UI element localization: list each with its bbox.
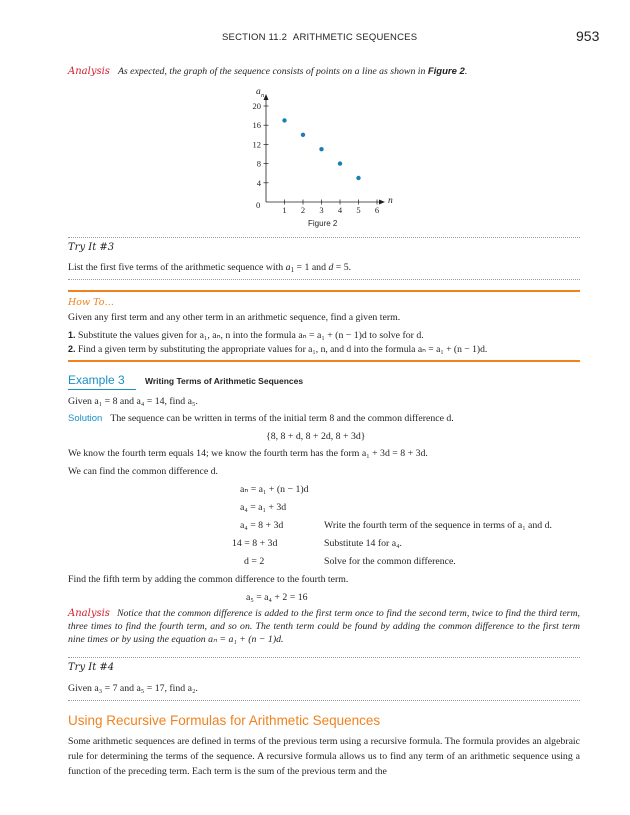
y-tick-label: 20 [252,101,261,111]
step-2-number: 2. [68,344,76,354]
step-1-number: 1. [68,330,76,340]
page-number: 953 [576,28,600,44]
example-label: Example 3 [68,373,125,387]
x-tick-label: 5 [356,205,361,215]
y-axis-label: a [256,87,261,97]
try-it-3-a: a [285,262,291,273]
equation: a₄ = a₁ + 3d [240,502,287,513]
figure-caption: Figure 2 [308,219,338,228]
equation: a₄ = 8 + 3d [240,520,284,531]
equation-note: Write the fourth term of the sequence in terms of a₁ and d. [324,520,552,531]
set-expression: {8, 8 + d, 8 + 2d, 8 + 3d} [266,431,366,442]
data-point [282,118,286,122]
how-to-intro: Given any first term and any other term in an arithmetic sequence, find a given term. [68,312,401,323]
running-header [222,32,417,43]
solution-text: The sequence can be written in terms of the initial term 8 and the common difference d. [110,413,454,424]
step-1-text: Substitute the values given for a₁, aₙ, n into the formula aₙ = a₁ + (n − 1)d to solve for d. [77,330,424,341]
data-point [338,161,342,165]
analysis-period: . [464,66,468,77]
section-heading: Using Recursive Formulas for Arithmetic Sequences [68,713,381,728]
y-axis-label-sub: n [261,92,265,99]
find-d-text: We can find the common difference d. [68,466,219,477]
x-tick-label: 1 [282,205,287,215]
try-it-4-label: Try It #4 [68,662,115,673]
chart-ticks [253,101,380,215]
equation: d = 2 [244,556,265,567]
x-tick-label: 2 [300,205,306,215]
try-it-3-eq1: = 1 and [294,262,329,273]
analysis-label: Analysis [68,66,110,77]
y-tick-label: 8 [256,158,261,169]
example-title: Writing Terms of Arithmetic Sequences [145,376,304,386]
x-tick-label: 6 [374,205,380,215]
step-2-text: Find a given term by substituting the appropriate values for a₁, n, and d into the formula aₙ = a₁ + (n − 1)d. [77,344,488,355]
equation-row [244,555,264,568]
solution-label: Solution [68,413,103,424]
chart-points [282,118,360,180]
divider [68,237,580,238]
equation: aₙ = a₁ + (n − 1)d [240,484,309,495]
try-it-3-prefix: List the first five terms of the arithmetic sequence with [68,262,286,273]
x-tick-label: 3 [319,205,324,215]
data-point [356,176,360,180]
how-to-step-1 [68,329,580,342]
y-tick-label: 16 [252,120,261,131]
data-point [319,147,323,151]
try-it-4-text: Given a₃ = 7 and a₅ = 17, find a₂. [68,683,198,694]
section-title: ARITHMETIC SEQUENCES [292,32,418,43]
equation-row [240,483,309,496]
divider [68,279,580,280]
fifth-term-equation: a₅ = a₄ + 2 = 16 [246,592,308,603]
section-paragraph: Some arithmetic sequences are defined in terms of the previous term using a recursive formula. The formula provides an algebraic rule for determining the terms of the sequence. A recursive formula allows us to find any term of an arithmetic sequence using a function of the preceding term. Each term is the sum of the previous term and the [68,736,580,777]
equation: 14 = 8 + 3d [232,538,278,549]
x-axis-arrow [379,200,385,205]
figure-reference: Figure 2 [427,66,465,77]
equation-note: Substitute 14 for a₄. [324,538,402,549]
try-it-3-eq2: = 5. [333,262,352,273]
equation-note: Solve for the common difference. [324,556,456,567]
y-tick-label: 12 [252,139,261,150]
how-to-top-rule [68,290,580,292]
figure-2-chart [240,82,400,222]
analysis-2-label: Analysis [68,608,110,619]
equation-row [240,519,283,532]
how-to-bottom-rule [68,360,580,362]
try-it-3-d: d [328,262,334,273]
know-text: We know the fourth term equals 14; we know the fourth term has the form a₁ + 3d = 8 + 3d. [68,448,428,459]
equation-row [232,537,277,550]
equation-row [240,501,286,514]
y-axis-arrow [264,94,269,100]
how-to-step-2 [68,343,580,356]
divider [68,700,580,701]
example-solution [68,412,454,425]
section-number: SECTION 11.2 [222,32,288,43]
fifth-term-text: Find the fifth term by adding the common difference to the fourth term. [68,574,349,585]
how-to-label: How To… [68,297,114,308]
x-axis-label: n [388,196,393,206]
x-tick-label: 4 [337,205,343,215]
example-label-rule [68,389,136,390]
origin-label: 0 [256,200,261,210]
analysis-paragraph [68,65,568,78]
try-it-3-a-sub: 1 [290,266,295,274]
try-it-3-text [68,261,351,274]
divider [68,657,580,658]
y-tick-label: 4 [256,177,261,188]
analysis-text: As expected, the graph of the sequence consists of points on a line as shown in [117,66,428,77]
try-it-3-label: Try It #3 [68,242,115,253]
analysis-2-text: Notice that the common difference is added to the first term once to find the second term, twice to find the third term, three times to find the fourth term, and so on. The tenth term could be found by adding the common difference to the first term nine times or by using the equation aₙ = a₁ + (n − 1)d. [68,608,580,645]
example-given: Given a₁ = 8 and a₄ = 14, find a₅. [68,396,198,407]
data-point [301,133,305,137]
analysis-2-paragraph [68,607,580,646]
